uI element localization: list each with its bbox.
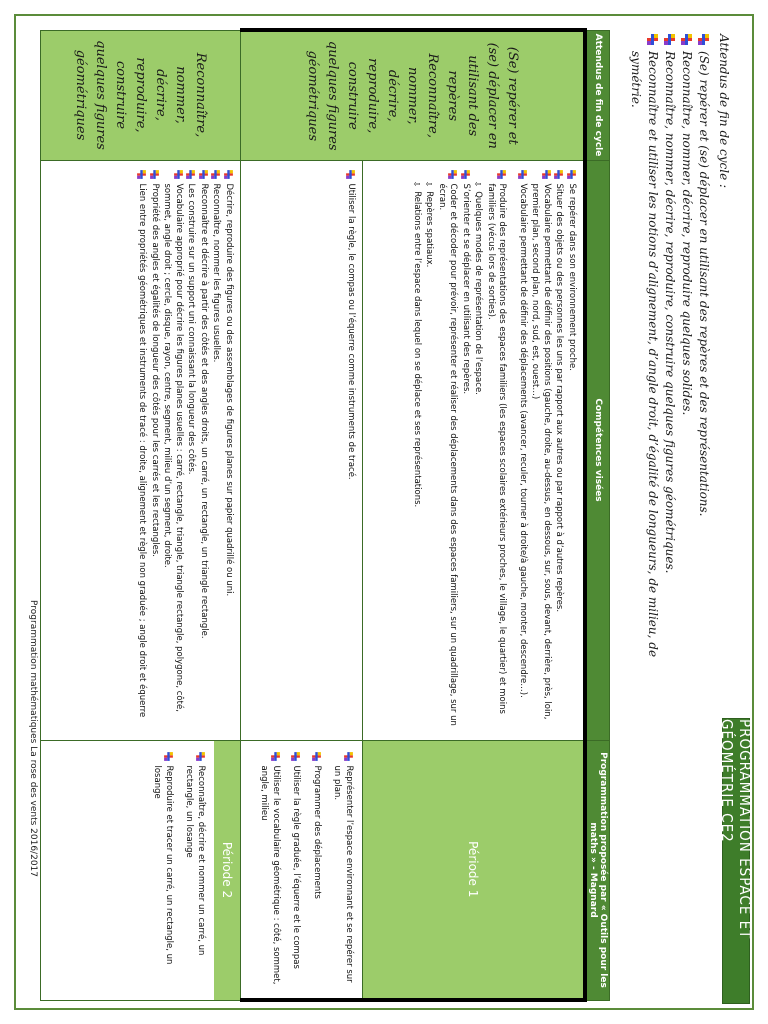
pinwheel-bullet-icon (344, 752, 353, 761)
competence-text: Lien entre propriétés géométriques et instruments de tracé : droite, alignement et règle non graduée ; angle droit et équerre (137, 183, 148, 718)
page-title: PROGRAMMATION ESPACE ET GÉOMÉTRIE CE2 (722, 718, 750, 1004)
competence-item (149, 169, 161, 732)
competence-item (345, 169, 357, 732)
header-competences: Compétences visées (585, 160, 610, 740)
pinwheel-bullet-icon (567, 170, 576, 179)
row1-attendu: (Se) repérer et (se) déplacer en utilisant des repères Reconnaître, nommer, décrire, reproduire, construire quelques figures géométriques (241, 30, 586, 160)
competence-item (472, 169, 484, 732)
competence-text: Vocabulaire approprié pour décrire les figures planes usuelles : carré, rectangle, triangle, triangle rectangle, polygone, côté, sommet, angle droit ; cercle, disque, rayon, centre, segment, milieu d’un segment, droite. (162, 183, 184, 712)
row2-programmation (134, 741, 214, 1000)
programmation-item (258, 751, 281, 989)
competence-item (210, 169, 222, 732)
competence-text: Propriété des angles et égalités de longueur des côtés pour les carrés et les rectangles. (150, 183, 160, 557)
attendu-text: Reconnaître et utiliser les notions d’alignement, d’angle droit, d’égalité de longueurs, de milieu, de symétrie. (629, 51, 660, 658)
pinwheel-bullet-icon (518, 170, 527, 179)
row1-period: Période 1 (363, 740, 586, 1000)
pinwheel-bullet-icon (292, 752, 301, 761)
programmation-item (183, 751, 206, 990)
pinwheel-bullet-icon (698, 34, 709, 45)
row2-attendu: Reconnaître, nommer, décrire, reproduire, construire quelques figures géométriques (41, 30, 241, 160)
pinwheel-bullet-icon (199, 170, 208, 179)
competence-item (161, 169, 184, 732)
attendu-item (678, 34, 695, 714)
programmation-item (311, 751, 323, 989)
programmation-text: Reproduire et tracer un carré, un rectangle, un losange (152, 765, 174, 965)
competence-text: Vocabulaire permettant de définir des positions (gauche, droite, au-dessus, en dessous, sur, sous, devant, derrière, près, loin, premier plan, second plan, nord, sud, est, ouest…) (530, 183, 552, 720)
attendus-block (627, 34, 732, 714)
competence-text: Reconnaître, nommer les figures usuelles. (211, 183, 222, 363)
programmation-text: Reconnaître, décrire et nommer un carré, un rectangle, un losange (184, 765, 206, 956)
competence-item (185, 169, 197, 732)
row2-period: Période 2 (214, 741, 240, 1000)
pinwheel-bullet-icon (498, 170, 507, 179)
programmation-item (290, 751, 302, 989)
competence-item (198, 169, 210, 732)
competence-text: Se repérer dans son environnement proche. (567, 183, 577, 371)
attendu-item (627, 34, 661, 714)
competence-item (223, 169, 235, 732)
competence-item (411, 169, 423, 732)
header-attendus: Attendus de fin de cycle (585, 30, 610, 160)
competence-item (436, 169, 459, 732)
competence-text: ⇩ Repères spatiaux. (424, 191, 435, 268)
attendu-text: (Se) repérer et (se) déplacer en utilisant des repères et des représentations. (697, 51, 711, 517)
pinwheel-bullet-icon (150, 170, 159, 179)
competence-text: Produire des représentations des espaces familiers (les espaces scolaires extérieurs proches, le village, le quartier) et moins familiers (vécus lors de sorties). (486, 183, 508, 714)
footer-note: Programmation mathématiques La rose des vents 2016/2017 (28, 600, 38, 877)
competence-text: S’orienter et se déplacer en utilisant des repères. (461, 183, 471, 395)
row2-right (41, 740, 241, 1000)
attendu-text: Reconnaître, nommer, décrire, reproduire quelques solides. (680, 51, 694, 416)
competence-item (423, 169, 435, 732)
pinwheel-bullet-icon (138, 170, 147, 179)
pinwheel-bullet-icon (449, 170, 458, 179)
competence-text: ⇩ Quelques modes de représentation de l’espace. (473, 191, 484, 395)
programmation-item (151, 751, 174, 990)
pinwheel-bullet-icon (271, 752, 280, 761)
pinwheel-bullet-icon (542, 170, 551, 179)
header-programmation: Programmation proposée par « Outils pour les maths » - Magnard (585, 740, 610, 1000)
attendus-heading: Attendus de fin de cycle : (717, 34, 731, 189)
programmation-text: Représenter l’espace environnant et se repérer sur un plan. (332, 765, 354, 983)
competence-text: Utiliser la règle, le compas ou l’équerre comme instruments de tracé. (346, 183, 356, 480)
competence-item (553, 169, 565, 732)
attendu-item (695, 34, 712, 714)
pinwheel-bullet-icon (224, 170, 233, 179)
pinwheel-bullet-icon (681, 34, 692, 45)
attendu-item (661, 34, 678, 714)
pinwheel-bullet-icon (187, 170, 196, 179)
competence-text: Les construire sur un support uni connaissant la longueur des côtés. (186, 183, 197, 475)
pinwheel-bullet-icon (461, 170, 470, 179)
pinwheel-bullet-icon (164, 752, 173, 761)
row2-competences (41, 160, 241, 740)
competence-text: ⇩ Relations entre l’espace dans lequel on se déplace et ses représentations. (412, 191, 422, 508)
pinwheel-bullet-icon (312, 752, 321, 761)
competence-item (517, 169, 529, 732)
pinwheel-bullet-icon (664, 34, 675, 45)
pinwheel-bullet-icon (647, 34, 658, 45)
programmation-text: Utiliser la règle graduée, l’équerre et le compas (291, 765, 302, 969)
competence-item (566, 169, 578, 732)
attendu-text: Reconnaître, nommer, décrire, reproduire, construire quelques figures géométriques. (663, 51, 677, 574)
programmation-text: Programmer des déplacements (312, 765, 322, 899)
competence-item (529, 169, 552, 732)
pinwheel-bullet-icon (174, 170, 183, 179)
programmation-item (331, 751, 354, 989)
competence-text: Décrire, reproduire des figures ou des assemblages de figures planes sur papier quadrillé ou uni. (224, 183, 234, 597)
competence-item (136, 169, 148, 732)
row1-programmation (241, 740, 363, 1000)
pinwheel-bullet-icon (555, 170, 564, 179)
competence-text: Vocabulaire permettant de définir des déplacements (avancer, reculer, tourner à droite/à gauche, monter, descendre…). (518, 183, 528, 698)
competence-item (460, 169, 472, 732)
pinwheel-bullet-icon (196, 752, 205, 761)
programmation-text: Utiliser le vocabulaire géométrique : côté, sommet, angle, milieu (259, 765, 281, 985)
pinwheel-bullet-icon (346, 170, 355, 179)
row1-competences-instruments (241, 160, 363, 740)
pinwheel-bullet-icon (212, 170, 221, 179)
competence-text: Situer des objets ou des personnes les uns par rapport aux autres ou par rapport à d’autres repères. (554, 183, 565, 613)
competence-item (485, 169, 508, 732)
competence-text: Coder et décoder pour prévoir, représenter et réaliser des déplacements dans des espaces familiers, sur un quadrillage, sur un écran. (437, 183, 459, 726)
row1-competences (363, 160, 586, 740)
programmation-table (40, 28, 610, 1002)
competence-text: Reconnaître et décrire à partir des côtés et des angles droits, un carré, un rectangle, un triangle rectangle. (199, 183, 209, 639)
